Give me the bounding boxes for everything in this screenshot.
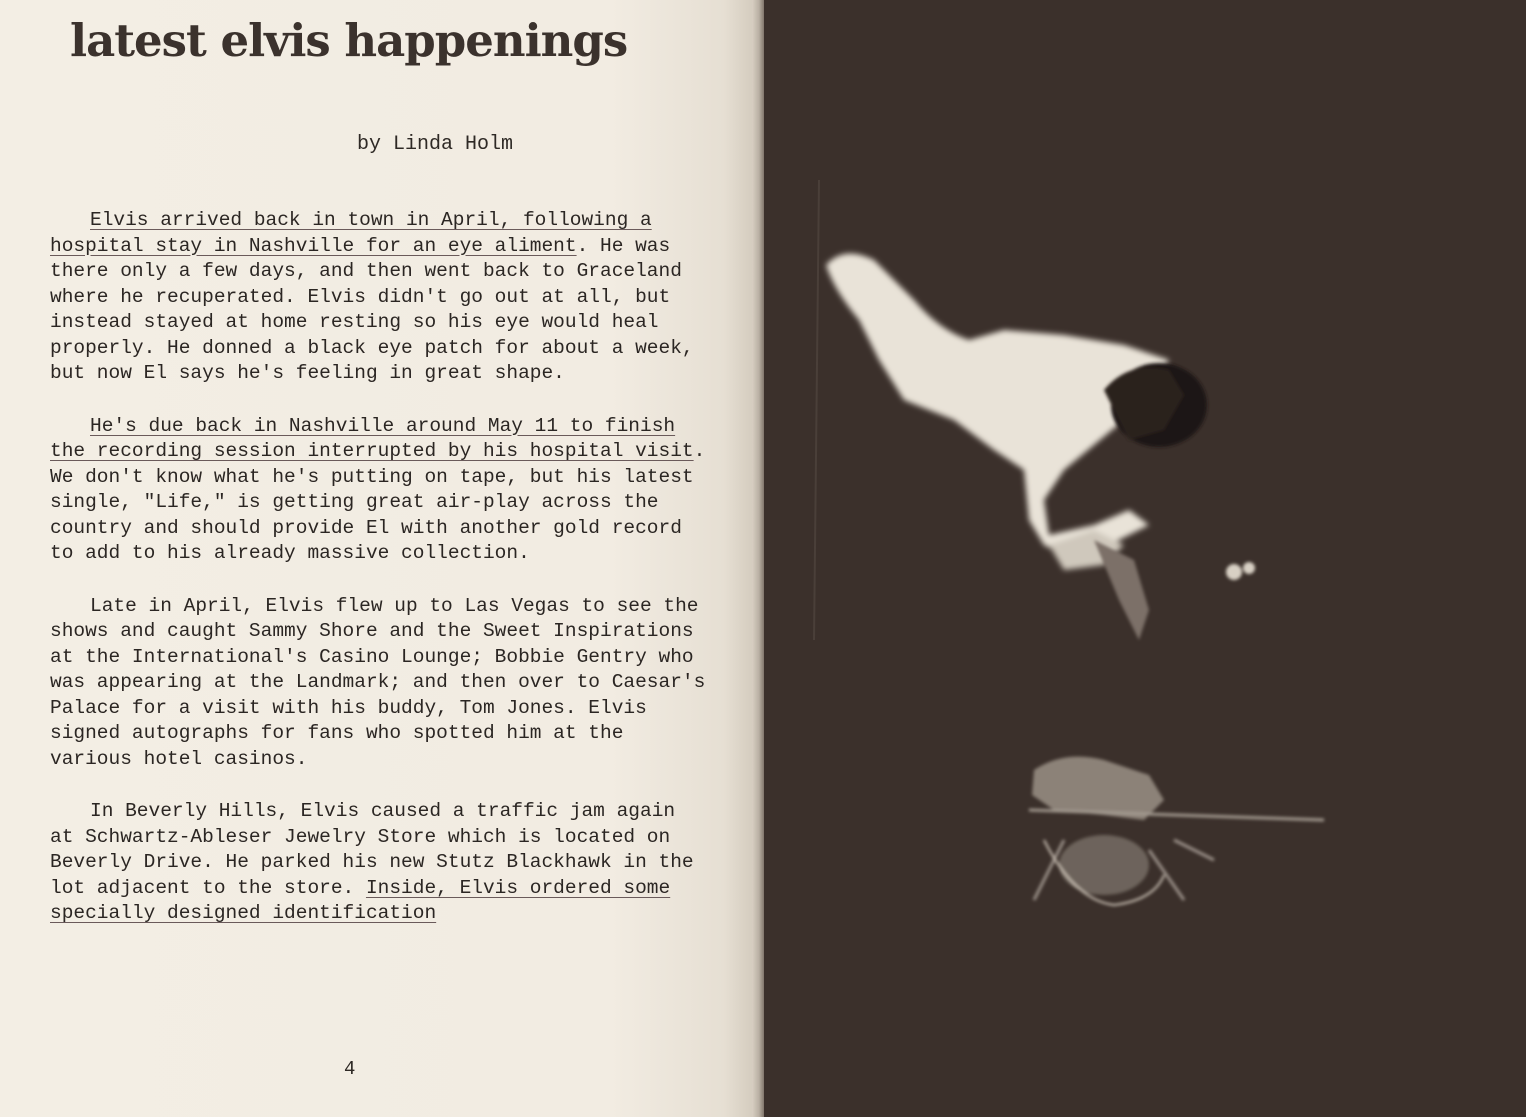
photo-background xyxy=(764,0,1526,1117)
paragraph-text: . We don't know what he's putting on tape, but his latest single, "Life," is getting great air-play across the country and should provide El with another gold record to add to his already massive collection. xyxy=(50,440,706,564)
page-number: 4 xyxy=(344,1058,356,1080)
article-body xyxy=(50,208,710,954)
byline: by Linda Holm xyxy=(357,133,514,156)
headline: latest elvis happenings xyxy=(70,14,628,67)
left-page xyxy=(0,0,762,1117)
concert-photo xyxy=(764,0,1526,1117)
paragraph-2 xyxy=(50,414,710,567)
underlined-text: Elvis arrived back in town in April, following a hospital stay in Nashville for an eye aliment xyxy=(50,209,652,257)
paragraph-3 xyxy=(50,594,710,773)
paragraph-1 xyxy=(50,208,710,387)
right-page xyxy=(764,0,1526,1117)
paragraph-text: Late in April, Elvis flew up to Las Vegas to see the shows and caught Sammy Shore and the Sweet Inspirations at the International's Casino Lounge; Bobbie Gentry who was appearing at the Landmark; and then over to Caesar's Palace for a visit with his buddy, Tom Jones. Elvis signed autographs for fans who spotted him at the various hotel casinos. xyxy=(50,594,706,770)
underlined-text: Inside, Elvis ordered some specially designed identification xyxy=(50,876,671,924)
paragraph-4 xyxy=(50,799,710,927)
paragraph-text: . He was there only a few days, and then went back to Graceland where he recuperated. Elvis didn't go out at all, but instead stayed at home resting so his eye would heal properly. He donned a black eye patch for about a week, but now El says he's feeling in great shape. xyxy=(50,234,694,384)
paragraph-text: In Beverly Hills, Elvis caused a traffic jam again at Schwartz-Ableser Jewelry Store which is located on Beverly Drive. He parked his new Stutz Blackhawk in the lot adjacent to the store. xyxy=(50,800,694,899)
underlined-text: He's due back in Nashville around May 11 to finish the recording session interrupted by his hospital visit xyxy=(50,414,694,462)
